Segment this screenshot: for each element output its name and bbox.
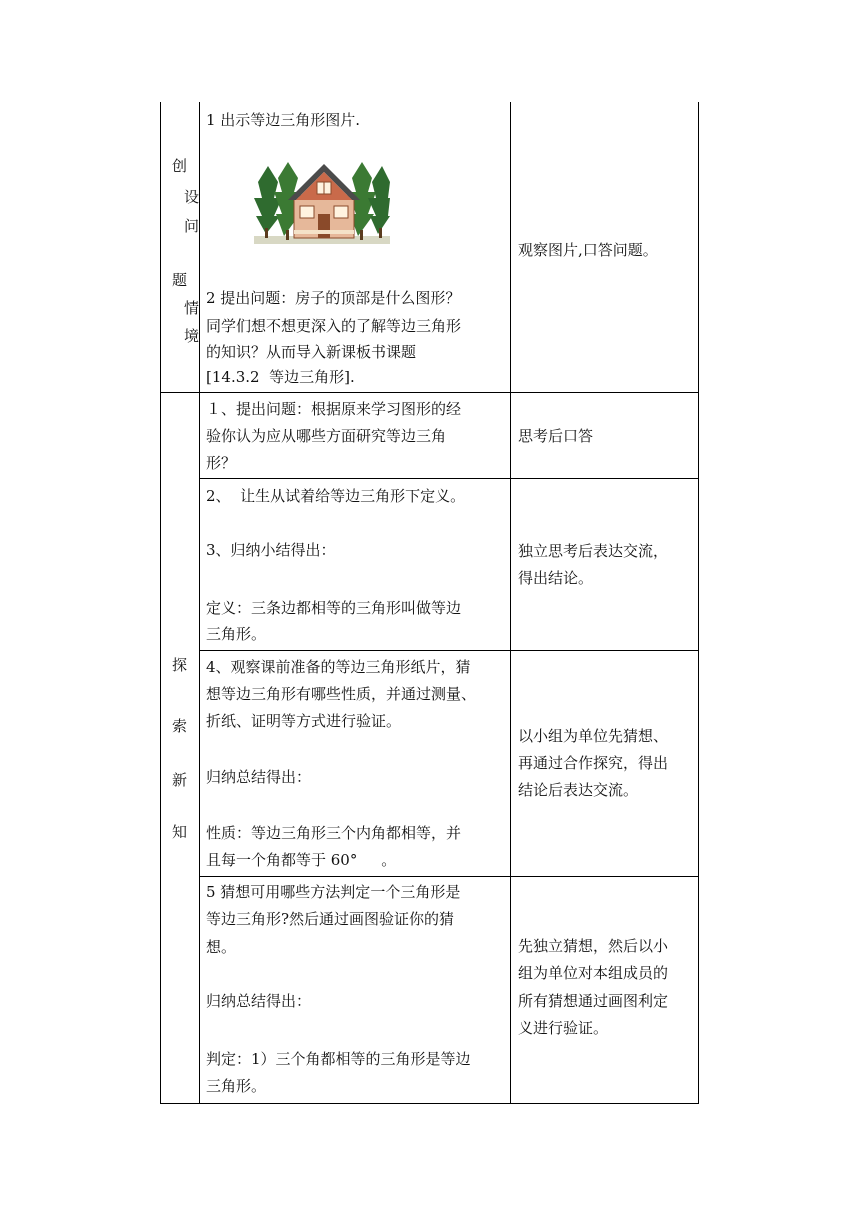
table-col-divider-1 (199, 102, 200, 1104)
side-label-char: 问 (184, 217, 200, 235)
side-label-char: 题 (172, 271, 188, 289)
table-border-right (698, 102, 699, 1104)
student-activity: 得出结论。 (518, 569, 594, 587)
house-with-trees-icon (254, 156, 390, 246)
student-activity: 观察图片,口答问题。 (518, 241, 658, 259)
content-line: 等边三角形?然后通过画图验证你的猜 (206, 910, 455, 928)
content-line: 验你认为应从哪些方面研究等边三角 (206, 427, 447, 445)
content-line: 2、 让生从试着给等边三角形下定义。 (206, 487, 466, 505)
side-label-char: 情 (184, 299, 200, 317)
row-divider-3 (199, 876, 699, 877)
table-border-left (160, 102, 161, 1104)
table-col-divider-2 (510, 102, 511, 1104)
content-line: 形？ (206, 454, 237, 472)
row-divider-2 (199, 650, 699, 651)
side-label-char: 知 (172, 823, 188, 841)
row-divider-1 (199, 478, 699, 479)
content-line: 归纳总结得出： (206, 768, 312, 786)
content-line: １、提出问题：根据原来学习图形的经 (206, 400, 462, 418)
side-label-char: 探 (172, 656, 188, 674)
content-line: 4、观察课前准备的等边三角形纸片，猜 (206, 658, 471, 676)
content-line: 想。 (206, 938, 237, 956)
row-divider-section (160, 392, 699, 393)
student-activity: 所有猜想通过画图利定 (518, 992, 669, 1010)
student-activity: 先独立猜想，然后以小 (518, 937, 669, 955)
side-label-char: 索 (172, 717, 188, 735)
side-label-char: 设 (184, 188, 200, 206)
content-line: 1 出示等边三角形图片. (206, 111, 361, 129)
student-activity: 结论后表达交流。 (518, 781, 639, 799)
content-line: 三角形。 (206, 625, 267, 643)
content-line: 3、归纳小结得出： (206, 541, 336, 559)
content-line: 定义：三条边都相等的三角形叫做等边 (206, 599, 462, 617)
table-border-bottom (160, 1103, 699, 1104)
content-line: 的知识？从而导入新课板书课题 (206, 343, 417, 361)
student-activity: 义进行验证。 (518, 1019, 609, 1037)
content-line: 5 猜想可用哪些方法判定一个三角形是 (206, 883, 461, 901)
side-label-char: 创 (172, 157, 188, 175)
student-activity: 以小组为单位先猜想、 (518, 727, 669, 745)
side-label-char: 新 (172, 771, 188, 789)
content-line: 2 提出问题：房子的顶部是什么图形？ (206, 289, 461, 307)
student-activity: 思考后口答 (518, 427, 594, 445)
content-line: 归纳总结得出： (206, 992, 312, 1010)
content-line: 三角形。 (206, 1077, 267, 1095)
content-line: 想等边三角形有哪些性质，并通过测量、 (206, 685, 477, 703)
content-line: 性质：等边三角形三个内角都相等，并 (206, 824, 462, 842)
content-line: 同学们想不想更深入的了解等边三角形 (206, 317, 462, 335)
content-line: [14.3.2 等边三角形]. (206, 368, 355, 386)
student-activity: 独立思考后表达交流， (518, 542, 669, 560)
student-activity: 再通过合作探究，得出 (518, 754, 669, 772)
content-line: 折纸、证明等方式进行验证。 (206, 712, 402, 730)
content-line: 且每一个角都等于 60° 。 (206, 851, 397, 869)
side-label-char: 境 (184, 327, 200, 345)
content-line: 判定：1）三个角都相等的三角形是等边 (206, 1050, 471, 1068)
student-activity: 组为单位对本组成员的 (518, 964, 669, 982)
